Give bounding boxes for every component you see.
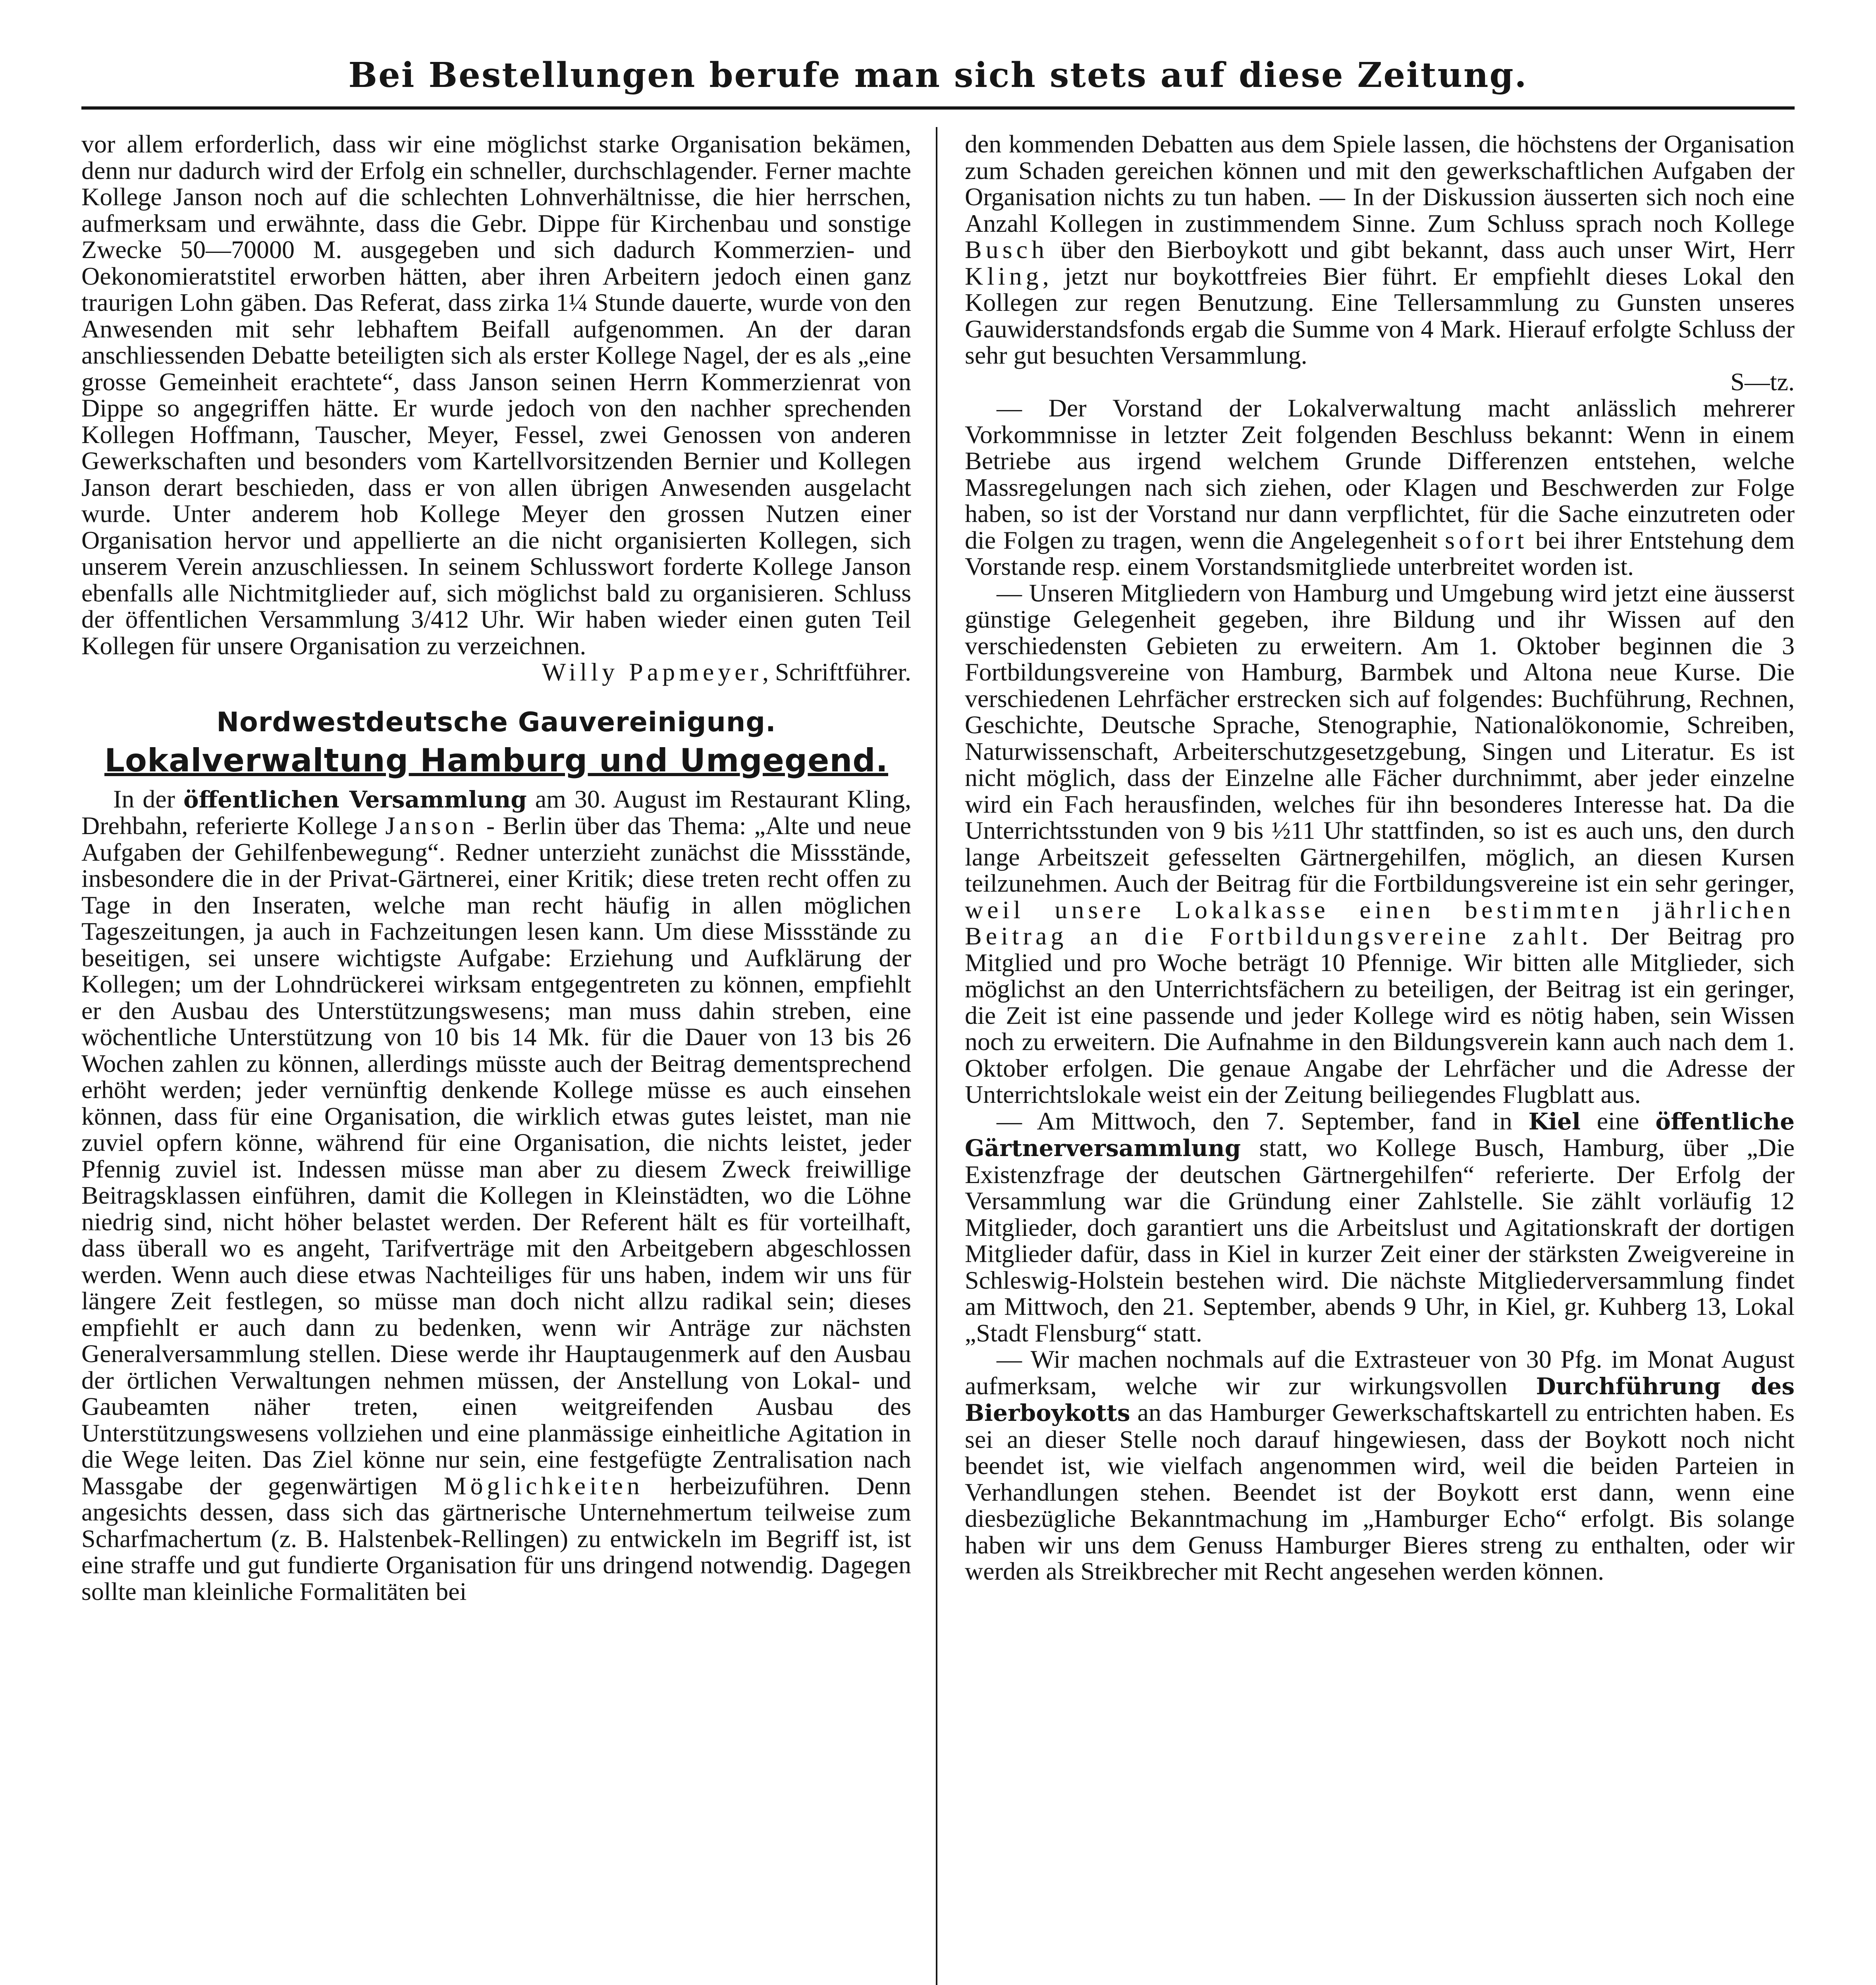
left-column	[81, 131, 911, 1985]
report-spaced: Möglichkeiten	[443, 1471, 644, 1500]
report-text: herbeizuführen. Denn angesichts dessen, dass sich das gärtnerische Unternehmertum teilweise zum Scharfmachertum (z. B. Halstenbek-Rellingen) zu entwickeln im Begriff ist, ist eine straffe und gut fundierte Organisation für uns dringend notwendig. Dagegen sollte man kleinliche Formalitäten bei	[81, 1471, 911, 1605]
signature	[81, 659, 911, 686]
report-bold: öffentlichen Versammlung	[183, 786, 527, 813]
report-text: am 30. August im Restaurant Kling, Drehbahn, referierte Kollege	[81, 784, 911, 840]
kiel-bold: öffentliche Gärtnerversammlung	[965, 1108, 1795, 1162]
column-divider	[936, 127, 937, 1985]
report-text: über den Bierboykott und gibt bekannt, dass auch unser Wirt, Herr	[1048, 235, 1795, 264]
kiel-text: statt, wo Kollege Busch, Hamburg, über „Die Existenzfrage der deutschen Gärtnergehilfen“ referierte. Der Erfolg der Versammlung war die Gründung einer Zahlstelle. Sie zählt vorläufig 12 Mitglieder, doch garantiert uns die Arbeitslust und Agitationskraft der dortigen Mitglieder dafür, dass in Kiel in kurzer Zeit einer der stärksten Zweigvereine in Schleswig-Holstein bestehen wird. Die nächste Mitgliederversammlung findet am Mittwoch, den 21. September, abends 9 Uhr, in Kiel, gr. Kuhberg 13, Lokal „Stadt Flensburg“ statt.	[965, 1133, 1795, 1347]
section-heading: Nordwestdeutsche Gauvereinigung.	[216, 706, 776, 738]
signature-name: Willy Papmeyer	[542, 658, 762, 686]
resolution-text: — Der Vorstand der Lokalverwaltung macht anlässlich mehrerer Vorkommnisse in letzter Zeit folgenden Beschluss bekannt: Wenn in einem Betriebe aus irgend welchem Grunde Differenzen entstehen, welche Massregelungen nach sich ziehen, oder Klagen und Beschwerden zur Folge haben, so ist der Vorstand nur dann verpflichtet, für die Sache einzutreten oder die Folgen zu tragen, wenn die Angelegenheit	[965, 394, 1795, 554]
meeting-report	[81, 786, 911, 1605]
education-spaced: weil unsere Lokalkasse einen bestimmten jährlichen Beitrag an die Fortbildungsvereine zahlt.	[965, 895, 1795, 950]
header-rule	[81, 106, 1795, 110]
report-text: In der	[113, 784, 183, 813]
kiel-meeting-notice	[965, 1108, 1795, 1347]
kiel-text: — Am Mittwoch, den 7. September, fand in	[997, 1106, 1529, 1135]
resolution-text: bei ihrer Entstehung dem Vorstande resp. einem Vorstandsmitgliede unterbreitet worden ist.	[965, 526, 1795, 580]
report-text: - Berlin über das Thema: „Alte und neue Aufgaben der Gehilfenbewegung“. Redner unterzieht zunächst die Missstände, insbesondere die in der Privat-Gärtnerei, einer Kritik; diese treten recht offen zu Tage in den Inseraten, welche man recht häufig in allen möglichen Tageszeitungen, ja auch in Fachzeitungen lesen kann. Um diese Missstände zu beseitigen, sei unsere wichtigste Aufgabe: Erziehung und Aufklärung der Kollegen; um der Lohndrückerei wirksam entgegentreten zu können, empfiehlt er den Ausbau des Unterstützungswesens; man muss dahin streben, eine wöchentliche Unterstützung von 10 bis 14 Mk. für die Dauer von 13 bis 26 Wochen zahlen zu können, allerdings müsste auch der Beitrag dementsprechend erhöht werden; jeder vernünftig denkende Kollege müsse es auch einsehen können, dass für eine Organisation, die wirklich etwas gutes leistet, man nie zuviel opfern könne, während für eine Organisation, die nichts leistet, jeder Pfennig zuviel ist. Indessen müsse man aber zu diesem Zweck freiwillige Beitragsklassen einführen, damit die Kollegen in Kleinstädten, wo die Löhne niedrig sind, nicht höher belastet werden. Der Referent hält es für vorteilhaft, dass überall wo es angeht, Tarifverträge mit den Arbeitgebern abgeschlossen werden. Wenn auch diese etwas Nachteiliges für uns haben, indem wir uns für längere Zeit festlegen, so müsse man doch nicht allzu radikal sein; dieses empfiehlt er auch dann zu bedenken, wenn wir Anträge zur nächsten Generalversammlung stellen. Diese werde ihr Hauptaugenmerk auf den Ausbau der örtlichen Verwaltungen nehmen müssen, der Anstellung von Lokal- und Gaubeamten näher treten, einen weitgreifenden Ausbau des Unterstützungswesens vollziehen und eine planmässige einheitliche Agitation in die Wege leiten. Das Ziel könne nur sein, eine festgefügte Zentralisation nach Massgabe der gegenwärtigen	[81, 811, 911, 1500]
resolution-spaced: sofort	[1445, 526, 1528, 554]
right-column	[965, 131, 1795, 1985]
kiel-place: Kiel	[1528, 1108, 1581, 1135]
board-resolution	[965, 395, 1795, 580]
boycott-bold: Durchführung des Bierboykotts	[965, 1372, 1795, 1426]
report-text: den kommenden Debatten aus dem Spiele lassen, die höchstens der Organisation zum Schaden gereichen können und mit den gewerkschaftlichen Aufgaben der Organisation nichts zu tun haben. — In der Diskussion äusserten sich noch eine Anzahl Kollegen in zustimmendem Sinne. Zum Schluss sprach noch Kollege	[965, 131, 1795, 237]
article-continuation: vor allem erforderlich, dass wir eine möglichst starke Organisation bekämen, denn nur dadurch wird der Erfolg ein schneller, durchschlagender. Ferner machte Kollege Janson noch auf die schlechten Lohnverhältnisse, die hier herrschen, aufmerksam und erwähnte, dass die Gebr. Dippe für Kirchenbau und sonstige Zwecke 50—70000 M. ausgegeben und sich dadurch Kommerzien- und Oekonomieratstitel erworben hätten, aber ihren Arbeitern jedoch einen ganz traurigen Lohn gäben. Das Referat, dass zirka 1¼ Stunde dauerte, wurde von den Anwesenden mit sehr lebhaftem Beifall aufgenommen. An der daran anschliessenden Debatte beteiligten sich als erster Kollege Nagel, der es als „eine grosse Gemeinheit erachtete“, dass Janson seinen Herrn Kommerzienrat von Dippe so angegriffen hätte. Er wurde jedoch von den nachher sprechenden Kollegen Hoffmann, Tauscher, Meyer, Fessel, zwei Genossen von anderen Gewerkschaften und besonders vom Kartellvorsitzenden Bernier und Kollegen Janson derart beschieden, dass er von allen übrigen Anwesenden ausgelacht wurde. Unter anderem hob Kollege Meyer den grossen Nutzen einer Organisation hervor und appellierte an die nicht organisierten Kollegen, sich unserem Verein anzuschliessen. In seinem Schlusswort forderte Kollege Janson ebenfalls alle Nichtmitglieder auf, sich möglichst bald zu organisieren. Schluss der öffentlichen Versammlung 3/412 Uhr. Wir haben wieder einen guten Teil Kollegen für unsere Organisation zu verzeichnen.	[81, 131, 911, 660]
education-text: Der Beitrag pro Mitglied und pro Woche beträgt 10 Pfennige. Wir bitten alle Mitglieder, sich möglichst an den Unterrichtsfächern zu beteiligen, der Beitrag ist ein geringer, die Zeit ist eine passende und jeder Kollege wird es nötig haben, sein Wissen noch zu erweitern. Die Aufnahme in den Bildungsverein kann auch nach dem 1. Oktober erfolgen. Die genaue Angabe der Lehrfächer und die Adresse der Unterrichtslokale weist ein der Zeitung beiliegendes Flugblatt aus.	[965, 922, 1795, 1108]
boycott-notice	[965, 1346, 1795, 1585]
host-name: Kling	[965, 262, 1043, 290]
report-signature: S—tz.	[1730, 367, 1795, 396]
boycott-text: an das Hamburger Gewerkschaftskartell zu entrichten haben. Es sei an dieser Stelle noch darauf hingewiesen, dass der Boykott noch nicht beendet ist, wie vielfach angenommen wird, weil die beiden Parteien in Verhandlungen stehen. Beendet ist der Boykott erst dann, wenn eine diesbezügliche Bekanntmachung im „Hamburger Echo“ erfolgt. Bis solange haben wir uns dem Genuss Hamburger Bieres streng zu enthalten, oder wir werden als Streikbrecher mit Recht angesehen werden können.	[965, 1398, 1795, 1585]
subheading: Lokalverwaltung Hamburg und Umgegend.	[104, 742, 889, 779]
speaker-name: Busch	[965, 235, 1048, 264]
speaker-name: Janson	[385, 811, 478, 840]
report-text: , jetzt nur boykottfreies Bier führt. Er empfiehlt dieses Lokal den Kollegen zur regen Benutzung. Eine Tellersammlung zu Gunsten unseres Gauwiderstandsfonds ergab die Summe von 4 Mark. Hierauf erfolgte Schluss der sehr gut besuchten Versammlung.	[965, 262, 1795, 369]
signature-role: , Schriftführer.	[762, 658, 911, 686]
kiel-text: eine	[1581, 1106, 1656, 1135]
boycott-text: — Wir machen nochmals auf die Extrasteuer von 30 Pfg. im Monat August aufmerksam, welche wir zur wirkungsvollen	[965, 1345, 1795, 1400]
report-continuation	[965, 131, 1795, 369]
education-notice	[965, 580, 1795, 1108]
education-text: — Unseren Mitgliedern von Hamburg und Umgebung wird jetzt eine äusserst günstige Gelegenheit gegeben, ihre Bildung und ihr Wissen auf den verschiedensten Gebieten zu erweitern. Am 1. Oktober beginnen die 3 Fortbildungsvereine von Hamburg, Barmbek und Altona neue Kurse. Die verschiedenen Lehrfächer erstrecken sich auf folgendes: Buchführung, Rechnen, Geschichte, Deutsche Sprache, Stenographie, Nationalökonomie, Schreiben, Naturwissenschaft, Arbeiterschutzgesetzgebung, Singen und Literatur. Es ist nicht möglich, dass der Einzelne alle Fächer durchnimmt, aber jeder einzelne wird ein Fach herausfinden, welches für ihn besonderes Interesse hat. Da die Unterrichtsstunden von 9 bis ½11 Uhr stattfinden, so ist es auch uns, den durch lange Arbeitszeit gefesselten Gärtnergehilfen, möglich, an diesen Kursen teilzunehmen. Auch der Beitrag für die Fortbildungsvereine ist ein sehr geringer,	[965, 578, 1795, 897]
running-header: Bei Bestellungen berufe man sich stets auf diese Zeitung.	[348, 55, 1528, 95]
